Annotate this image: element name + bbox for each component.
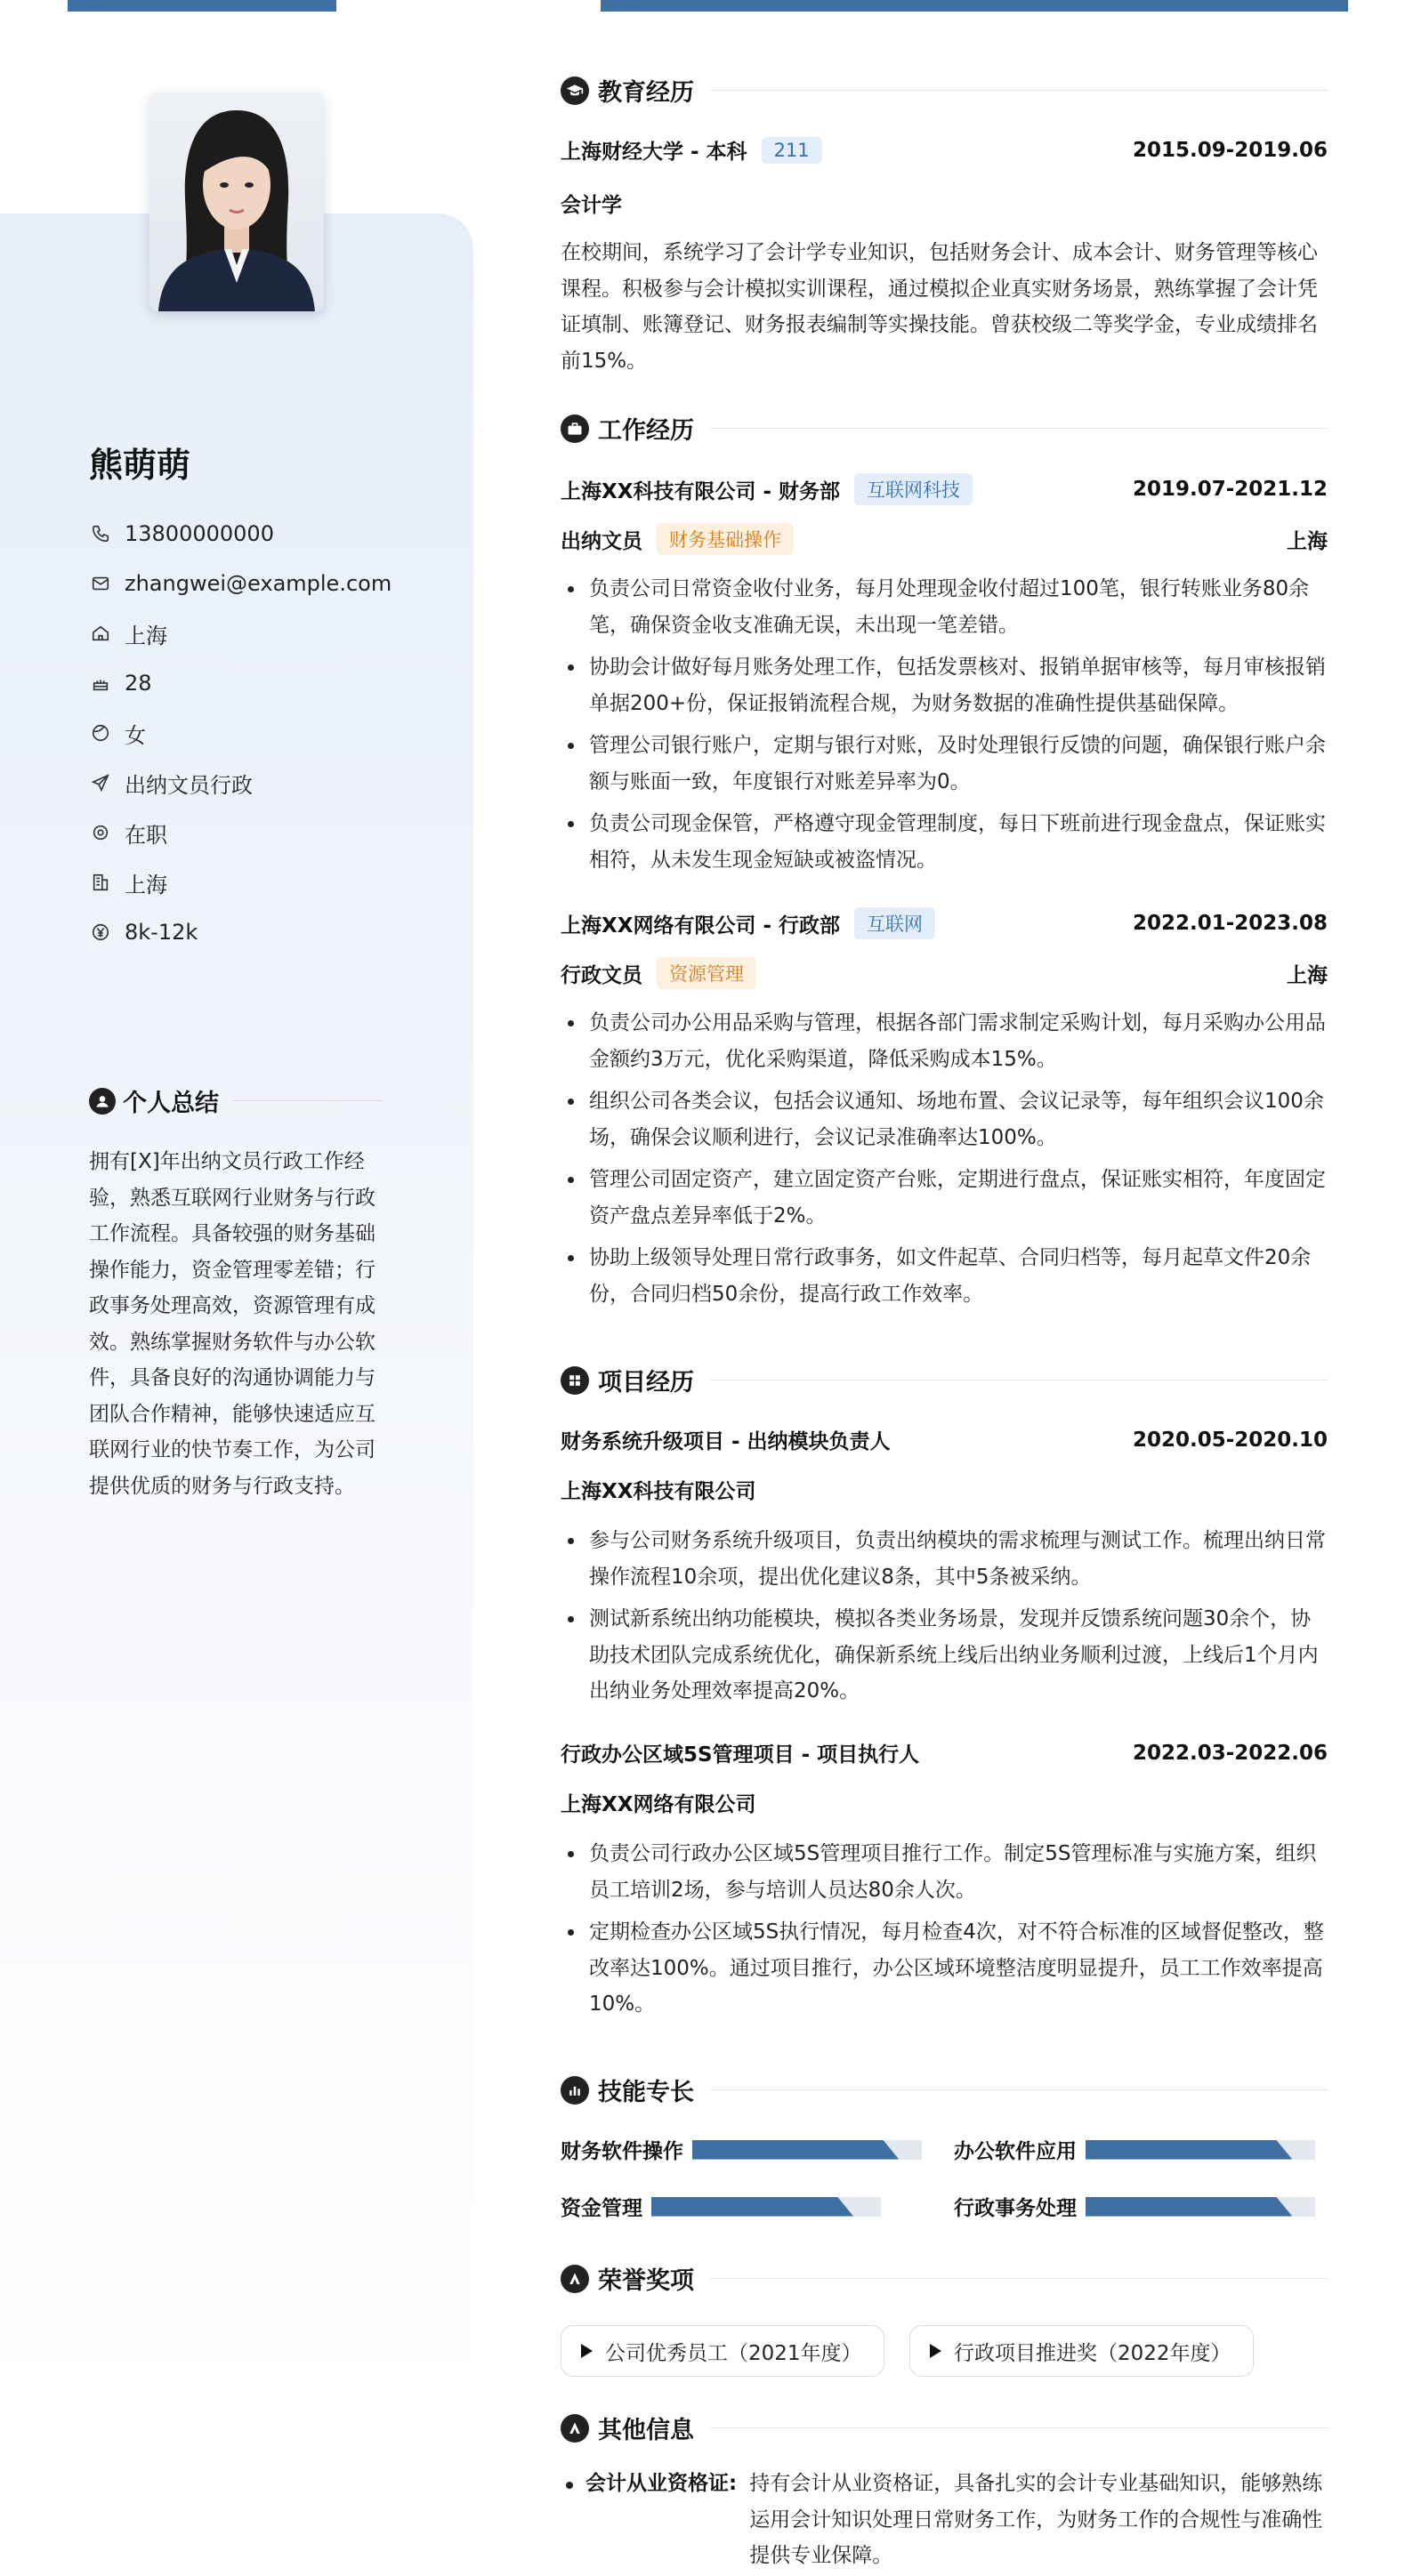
projects-heading <box>561 1363 1328 1397</box>
other-title: 其他信息 <box>598 2417 694 2444</box>
list-item: 参与公司财务系统升级项目，负责出纳模块的需求梳理与测试工作。梳理出纳日常操作流程10余项，提出优化建议8条，其中5条被采纳。 <box>561 1523 1328 1595</box>
target-role-text: 出纳文员行政 <box>125 772 253 798</box>
skill-name: 资金管理 <box>561 2197 642 2220</box>
education-divider <box>710 90 1328 91</box>
award-item <box>909 2325 1254 2377</box>
list-item: 定期检查办公区域5S执行情况，每月检查4次，对不符合标准的区域督促整改，整改率达100%。通过项目推行，办公区域环境整洁度明显提升，员工工作效率提高10%。 <box>561 1914 1328 2023</box>
graduation-cap-icon <box>561 76 589 105</box>
summary-heading <box>89 1083 383 1118</box>
projects-title: 项目经历 <box>598 1369 694 1397</box>
skill-bar-fill <box>1086 2140 1292 2160</box>
skill-bar <box>651 2197 881 2217</box>
other-heading <box>561 2411 1328 2445</box>
list-item: 负责公司行政办公区域5S管理项目推行工作。制定5S管理标准与实施方案，组织员工培训2场，参与培训人员达80余人次。 <box>561 1836 1328 1908</box>
job-1-role: 出纳文员 <box>561 529 642 553</box>
job-2-focus-tag: 资源管理 <box>657 957 756 989</box>
skill-bar-fill <box>651 2197 853 2217</box>
skills-divider <box>710 2089 1328 2090</box>
award-text: 行政项目推进奖（2022年度） <box>954 2341 1231 2365</box>
summary-text: 拥有[X]年出纳文员行政工作经验，熟悉互联网行业财务与行政工作流程。具备较强的财务基础操作能力，资金管理零差错；行政事务处理高效，资源管理有成效。熟练掌握财务软件与办公软件，具备良好的沟通协调能力与团队合作精神，能够快速适应互联网行业的快节奏工作，为公司提供优质的财务与行政支持。 <box>89 1150 375 1498</box>
project-2-name: 行政办公区域5S管理项目 - 项目执行人 <box>561 1743 920 1767</box>
job-2-role: 行政文员 <box>561 963 642 987</box>
list-item: 负责公司办公用品采购与管理，根据各部门需求制定采购计划，每月采购办公用品金额约3万元，优化采购渠道，降低采购成本15%。 <box>561 1005 1328 1077</box>
skill-item <box>954 2192 1315 2221</box>
job-1-company: 上海XX科技有限公司 - 财务部 <box>561 479 841 503</box>
user-icon <box>89 1088 116 1115</box>
project-1-company: 上海XX科技有限公司 <box>561 1480 756 1503</box>
skill-item <box>561 2192 881 2221</box>
info-age <box>89 658 392 708</box>
list-item: 管理公司固定资产，建立固定资产台账，定期进行盘点，保证账实相符，年度固定资产盘点差异率低于2%。 <box>561 1162 1328 1234</box>
awards-heading <box>561 2261 1328 2296</box>
info-phone <box>89 509 392 559</box>
building-icon <box>89 871 112 894</box>
job-1-period: 2019.07-2021.12 <box>1132 478 1328 501</box>
mail-icon <box>89 572 112 595</box>
salary-text: 8k-12k <box>125 920 198 945</box>
job-1-bullets <box>561 571 1328 884</box>
skill-name: 办公软件应用 <box>954 2140 1077 2163</box>
job-1-city: 上海 <box>1287 529 1328 553</box>
school-name: 上海财经大学 - 本科 <box>561 141 747 164</box>
job-2-industry-tag: 互联网 <box>854 907 935 939</box>
school-tag: 211 <box>762 137 822 164</box>
info-icon <box>561 2414 589 2443</box>
yen-icon <box>89 921 112 944</box>
info-salary <box>89 907 392 957</box>
project-2-company: 上海XX网络有限公司 <box>561 1793 756 1816</box>
skill-item <box>954 2135 1315 2164</box>
gender-text: 女 <box>125 722 146 748</box>
award-item <box>561 2325 884 2377</box>
play-icon <box>930 2344 941 2358</box>
portrait-image <box>149 93 324 311</box>
other-text: 持有会计从业资格证，具备扎实的会计专业基础知识，能够熟练运用会计知识处理日常财务工作，为财务工作的合规性与准确性提供专业保障。 <box>749 2472 1323 2567</box>
skill-name: 行政事务处理 <box>954 2197 1077 2220</box>
phone-icon <box>89 522 112 545</box>
skill-bar <box>1086 2140 1315 2160</box>
job-1-industry-tag: 互联网科技 <box>854 473 973 505</box>
major-row <box>561 189 1328 218</box>
education-period: 2015.09-2019.06 <box>1132 138 1328 162</box>
job-1-focus-tag: 财务基础操作 <box>657 523 794 555</box>
age-text: 28 <box>125 671 152 696</box>
contact-info-list <box>89 509 392 957</box>
education-title: 教育经历 <box>598 79 694 107</box>
list-item: 管理公司银行账户，定期与银行对账，及时处理银行反馈的问题，确保银行账户余额与账面一致，年度银行对账差异率为0。 <box>561 728 1328 800</box>
project-1-name: 财务系统升级项目 - 出纳模块负责人 <box>561 1430 891 1453</box>
bar-chart-icon <box>561 2076 589 2105</box>
info-email <box>89 559 392 608</box>
list-item: 负责公司现金保管，严格遵守现金管理制度，每日下班前进行现金盘点，保证账实相符，从未发生现金短缺或被盗情况。 <box>561 806 1328 878</box>
skill-bar <box>1086 2197 1315 2217</box>
bullet-dot <box>566 2482 573 2489</box>
work-heading <box>561 411 1328 446</box>
awards-title: 荣誉奖项 <box>598 2267 694 2295</box>
skill-bar <box>692 2140 922 2160</box>
award-icon <box>561 2265 589 2293</box>
info-target-city <box>89 857 392 907</box>
project-1-company-row <box>561 1475 1328 1504</box>
skill-name: 财务软件操作 <box>561 2140 683 2163</box>
work-divider <box>710 428 1328 429</box>
projects-divider <box>710 1380 1328 1381</box>
education-row <box>561 135 1328 165</box>
info-target-role <box>89 758 392 808</box>
project-2-company-row <box>561 1788 1328 1817</box>
job-2-period: 2022.01-2023.08 <box>1132 912 1328 935</box>
send-icon <box>89 771 112 794</box>
project-2-bullets <box>561 1836 1328 2029</box>
cake-icon <box>89 672 112 695</box>
other-divider <box>710 2427 1328 2428</box>
gender-icon <box>89 721 112 745</box>
list-item: 组织公司各类会议，包括会议通知、场地布置、会议记录等，每年组织会议100余场，确保会议顺利进行，会议记录准确率达100%。 <box>561 1083 1328 1155</box>
major-text: 会计学 <box>561 194 622 217</box>
skill-bar-fill <box>692 2140 899 2160</box>
education-description: 在校期间，系统学习了会计学专业知识，包括财务会计、成本会计、财务管理等核心课程。积极参与会计模拟实训课程，通过模拟企业真实财务场景，熟练掌握了会计凭证填制、账簿登记、财务报表编制等实操技能。曾获校级二等奖学金，专业成绩排名前15%。 <box>561 241 1318 373</box>
briefcase-icon <box>561 415 589 443</box>
play-icon <box>581 2344 593 2358</box>
grid-icon <box>561 1366 589 1395</box>
job-2-company: 上海XX网络有限公司 - 行政部 <box>561 914 841 938</box>
info-gender <box>89 708 392 758</box>
project-2-header <box>561 1738 1328 1767</box>
status-icon <box>89 821 112 844</box>
phone-text: 13800000000 <box>125 521 274 546</box>
top-accent-bar-right <box>601 0 1348 12</box>
list-item: 负责公司日常资金收付业务，每月处理现金收付超过100笔，银行转账业务80余笔，确保资金收支准确无误，未出现一笔差错。 <box>561 571 1328 643</box>
job-2-city: 上海 <box>1287 963 1328 987</box>
job-2-header <box>561 907 1328 939</box>
info-location <box>89 608 392 658</box>
profile-photo <box>149 93 324 311</box>
other-info-item <box>561 2466 1328 2574</box>
education-heading <box>561 73 1328 108</box>
status-text: 在职 <box>125 822 167 848</box>
summary-divider <box>233 1100 383 1101</box>
skill-item <box>561 2135 922 2164</box>
job-2-role-row <box>561 957 1328 989</box>
candidate-name: 熊萌萌 <box>89 446 191 485</box>
summary-title: 个人总结 <box>123 1090 219 1117</box>
project-1-period: 2020.05-2020.10 <box>1132 1428 1328 1452</box>
job-1-header <box>561 473 1328 505</box>
home-icon <box>89 622 112 645</box>
job-2-bullets <box>561 1005 1328 1318</box>
award-text: 公司优秀员工（2021年度） <box>605 2341 862 2365</box>
email-text: zhangwei@example.com <box>125 571 392 596</box>
project-1-bullets <box>561 1523 1328 1716</box>
target-city-text: 上海 <box>125 872 167 898</box>
project-2-period: 2022.03-2022.06 <box>1132 1741 1328 1765</box>
awards-divider <box>710 2278 1328 2279</box>
list-item: 协助上级领导处理日常行政事务，如文件起草、合同归档等，每月起草文件20余份，合同归档50余份，提高行政工作效率。 <box>561 1240 1328 1312</box>
list-item: 协助会计做好每月账务处理工作，包括发票核对、报销单据审核等，每月审核报销单据200+份，保证报销流程合规，为财务数据的准确性提供基础保障。 <box>561 649 1328 721</box>
project-1-header <box>561 1425 1328 1454</box>
other-label: 会计从业资格证: <box>585 2472 738 2495</box>
skill-bar-fill <box>1086 2197 1292 2217</box>
list-item: 测试新系统出纳功能模块，模拟各类业务场景，发现并反馈系统问题30余个，协助技术团队完成系统优化，确保新系统上线后出纳业务顺利过渡，上线后1个月内出纳业务处理效率提高20%。 <box>561 1601 1328 1710</box>
skills-heading <box>561 2073 1328 2107</box>
work-title: 工作经历 <box>598 417 694 445</box>
info-status <box>89 808 392 857</box>
skills-title: 技能专长 <box>598 2079 694 2106</box>
location-text: 上海 <box>125 623 167 648</box>
top-accent-bar-left <box>68 0 336 12</box>
job-1-role-row <box>561 523 1328 555</box>
